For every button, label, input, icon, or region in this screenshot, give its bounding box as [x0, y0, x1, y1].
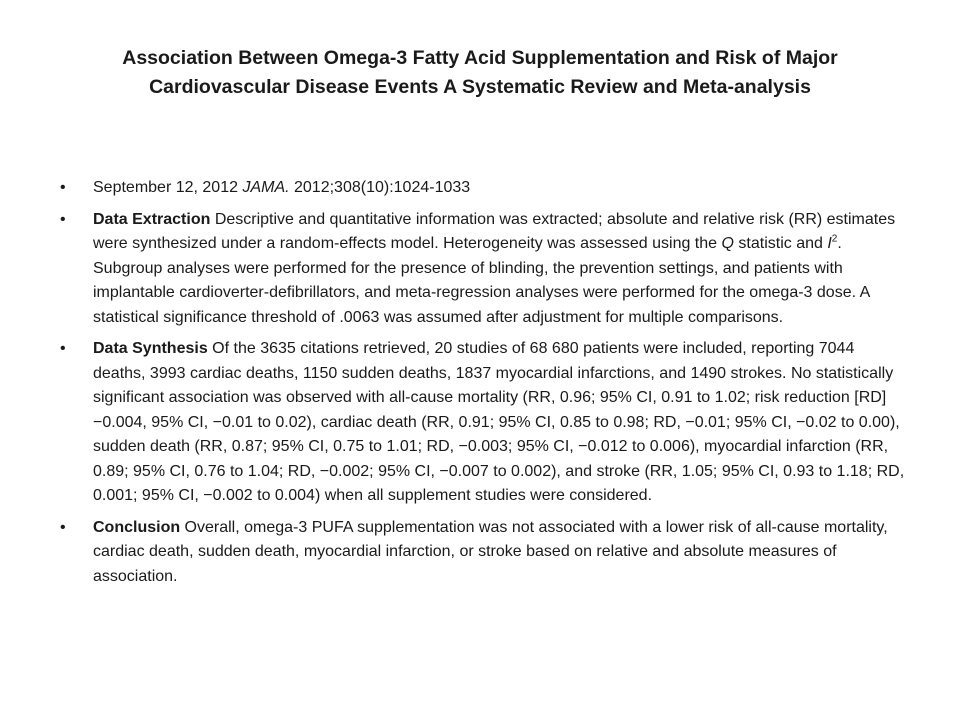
citation-journal: JAMA.	[242, 179, 290, 196]
conclusion-heading: Conclusion	[93, 518, 181, 536]
bullet-icon: •	[60, 340, 66, 357]
data-extraction-text-c: . Subgroup analyses were performed for the presence of blinding, the prevention settings, and patients with implantable cardioverter-defibrillators, and meta-regression analyses were performed for the omega-3 dose. A statistical significance threshold of .0063 was assumed after adjustment for multiple comparisons.	[93, 235, 870, 326]
slide-title	[60, 44, 900, 102]
bullet-list	[60, 176, 910, 596]
data-extraction-text-a: Descriptive and quantitative information was extracted; absolute and relative risk (RR) estimates were synthesized under a random-effects model. Heterogeneity was assessed using the	[93, 210, 896, 252]
i-statistic-superscript: 2	[831, 233, 838, 245]
data-synthesis-text: Of the 3635 citations retrieved, 20 studies of 68 680 patients were included, reporting 7044 deaths, 3993 cardiac deaths, 1150 sudden deaths, 1837 myocardial infarctions, and 1490 strokes. No statistically significant association was observed with all-cause mortality (RR, 0.96; 95% CI, 0.91 to 1.02; risk reduction [RD] −0.004, 95% CI, −0.01 to 0.02), cardiac death (RR, 0.91; 95% CI, 0.85 to 0.98; RD, −0.01; 95% CI, −0.02 to 0.00), sudden death (RR, 0.87; 95% CI, 0.75 to 1.01; RD, −0.003; 95% CI, −0.012 to 0.006), myocardial infarction (RR, 0.89; 95% CI, 0.76 to 1.04; RD, −0.002; 95% CI, −0.007 to 0.002), and stroke (RR, 1.05; 95% CI, 0.93 to 1.18; RD, 0.001; 95% CI, −0.002 to 0.004) when all supplement studies were considered.	[93, 340, 905, 504]
citation-date: September 12, 2012	[93, 179, 243, 196]
citation-ref: 2012;308(10):1024-1033	[289, 179, 471, 196]
bullet-data-extraction	[60, 208, 910, 331]
bullet-icon: •	[60, 518, 66, 536]
q-statistic: Q	[721, 235, 734, 252]
bullet-icon: •	[60, 210, 66, 228]
data-extraction-heading: Data Extraction	[93, 210, 211, 228]
i-statistic: I	[827, 235, 832, 252]
bullet-icon: •	[60, 179, 66, 196]
bullet-conclusion	[60, 516, 910, 590]
data-extraction-text-b: statistic and	[733, 235, 828, 252]
title-line-2: Cardiovascular Disease Events A Systematic Review and Meta-analysis	[149, 76, 811, 98]
bullet-data-synthesis	[60, 337, 910, 509]
bullet-citation	[60, 176, 910, 201]
title-line-1: Association Between Omega-3 Fatty Acid Supplementation and Risk of Major	[122, 47, 838, 69]
conclusion-text: Overall, omega-3 PUFA supplementation was not associated with a lower risk of all-cause mortality, cardiac death, sudden death, myocardial infarction, or stroke based on relative and absolute measures of association.	[93, 518, 888, 585]
data-synthesis-heading: Data Synthesis	[93, 340, 208, 357]
